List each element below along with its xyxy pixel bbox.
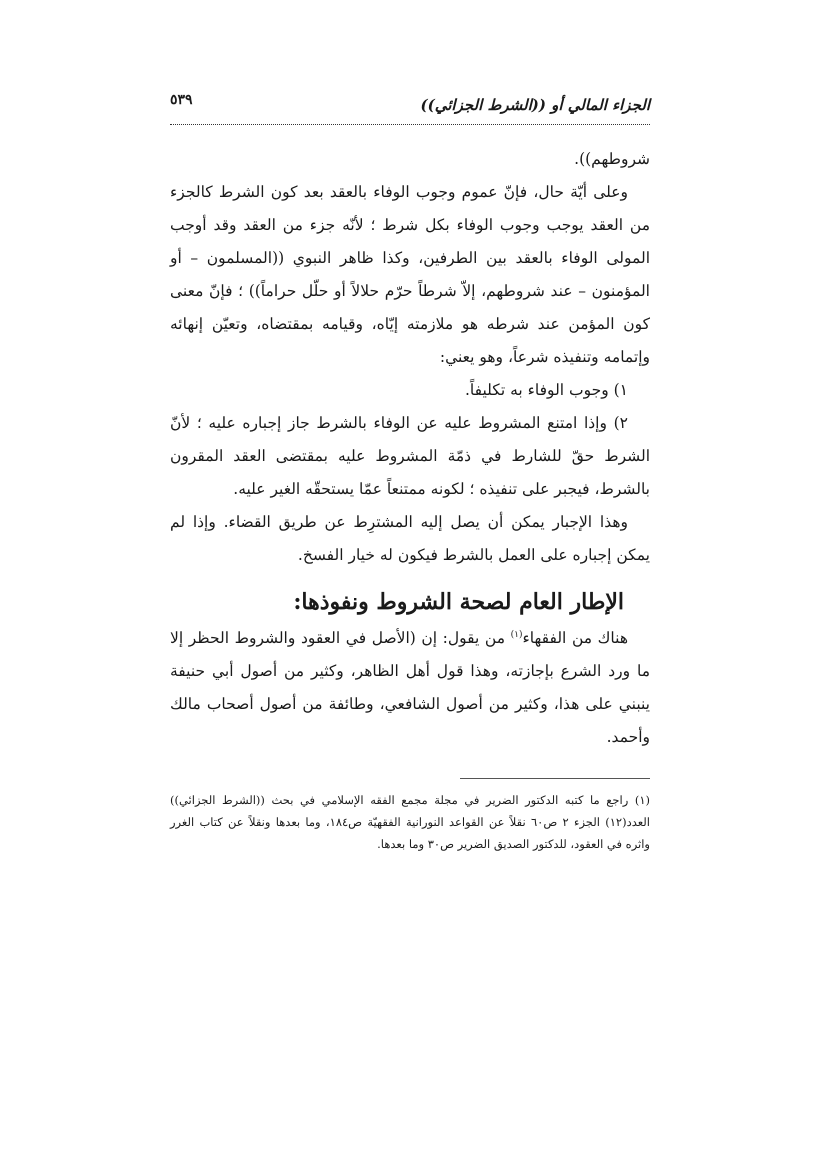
- page-header: [170, 90, 650, 125]
- footnote-text: (١) راجع ما كتبه الدكتور الضرير في مجلة مجمع الفقه الإسلامي في بحث ((الشرط الجزائي)) العدد(١٢) الجزء ٢ ص٦٠ نقلاً عن القواعد النورانية الفقهيّة ص١٨٤، وما بعدها ونقلاً عن كتاب الغرر واثره في العقود، للدكتور الصديق الضرير ص٣٠ وما بعدها.: [170, 793, 650, 851]
- page-number: ٥٣٩: [170, 92, 193, 108]
- section-paragraph: [170, 622, 650, 754]
- footnote-reference[interactable]: (١): [510, 629, 523, 640]
- paragraph-obligation: وعلى أيّة حال، فإنّ عموم وجوب الوفاء بالعقد بعد كون الشرط كالجزء من العقد يوجب وجوب الوفاء بكل شرط ؛ لأنّه جزء من العقد وقد أوجب المولى الوفاء بالعقد بين الطرفين، وكذا ظاهر النبوي ((المسلمون – أو المؤمنون – عند شروطهم، إلاّ شرطاً حرّم حلالاً أو حلّل حراماً)) ؛ فإنّ معنى كون المؤمن عند شرطه هو ملازمته إيّاه، وقيامه بمقتضاه، وتعيّن إنهائه وإتمامه وتنفيذه شرعاً، وهو يعني:: [170, 183, 650, 366]
- running-title: الجزاء المالي أو ((الشرط الجزائي)): [420, 96, 650, 114]
- section-text-rest: من يقول: إن (الأصل في العقود والشروط الحظر إلا ما ورد الشرع بإجازته، وهذا قول أهل الظاهر، وكثير من أصول أبي حنيفة ينبني على هذا، وكثير من أصول الشافعي، وطائفة من أصول أصحاب مالك وأحمد.: [170, 629, 650, 746]
- paragraph-continuation: شروطهم)).: [574, 150, 650, 168]
- list-item-1: ١) وجوب الوفاء به تكليفاً.: [464, 381, 628, 399]
- section-heading: الإطار العام لصحة الشروط ونفوذها:: [293, 589, 624, 615]
- paragraph-enforcement: وهذا الإجبار يمكن أن يصل إليه المشترِط عن طريق القضاء. وإذا لم يمكن إجباره على العمل بالشرط فيكون له خيار الفسخ.: [170, 513, 650, 564]
- section-text-start: هناك من الفقهاء: [522, 629, 629, 647]
- footnote-separator: [460, 778, 650, 779]
- list-item-2: ٢) وإذا امتنع المشروط عليه عن الوفاء بالشرط جاز إجباره عليه ؛ لأنّ الشرط حقّ للشارط في ذمّة المشروط عليه بمقتضى العقد المقرون بالشرط، فيجبر على تنفيذه ؛ لكونه ممتنعاً عمّا يستحقّه الغير عليه.: [170, 414, 650, 498]
- document-page: [170, 90, 650, 855]
